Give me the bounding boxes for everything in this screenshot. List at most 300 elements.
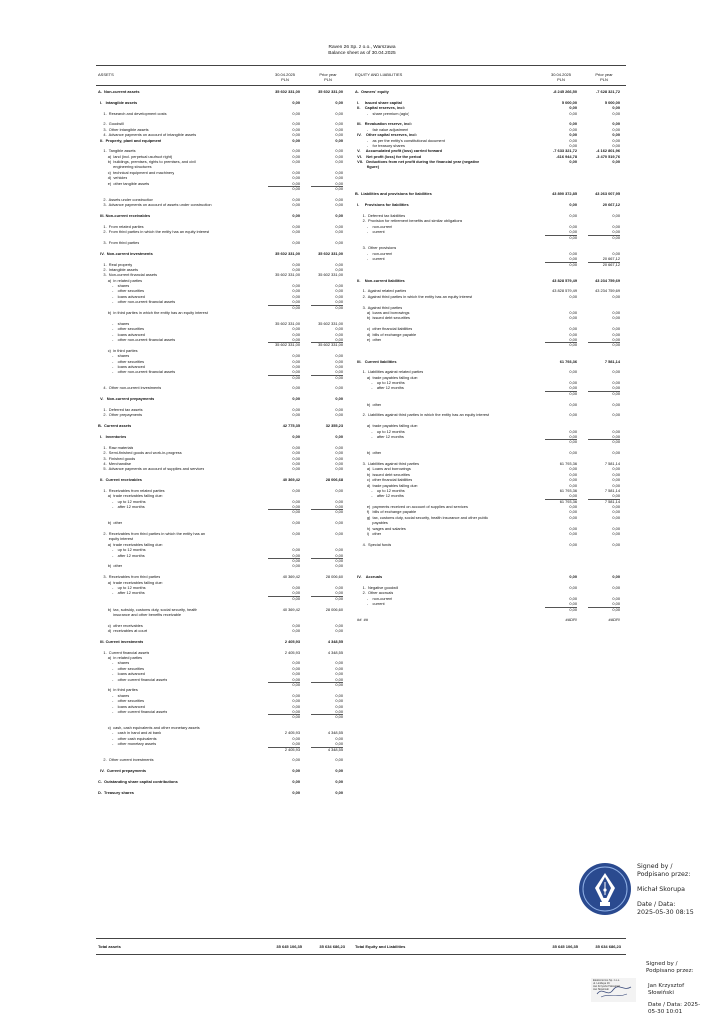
asset-current-value: 0,00 <box>292 681 300 687</box>
liability-row-label: 3. Against third parties <box>355 304 403 310</box>
asset-row-label: a) trade receivables falling due: <box>98 541 163 547</box>
liability-row-label: c) other financial liabilities <box>355 326 413 332</box>
liability-row-label: V. Accumulated profit (loss) carried forward <box>355 148 443 154</box>
asset-prior-value: 0,00 <box>335 557 343 563</box>
asset-prior-value: 0,00 <box>335 229 343 235</box>
asset-row-label: C. Outstanding share capital contributions <box>98 779 178 784</box>
asset-row-label: - other non-current financial assets <box>98 336 176 342</box>
liability-current-value: 0,00 <box>569 595 577 601</box>
total-assets-prior: 35 634 686,23 <box>319 944 345 949</box>
liability-row-label: 2. Liabilities against third parties in which the entity has an equity interest <box>355 412 490 418</box>
liability-current-value: 5 000,00 <box>561 99 577 105</box>
asset-row-label: III. Current investments <box>98 638 144 644</box>
asset-row-label: 2. Assets under construction <box>98 196 154 202</box>
liability-current-value: 0,00 <box>569 509 577 515</box>
asset-current-value: 0,00 <box>292 531 300 537</box>
sig2-line2: Podpisano przez: <box>646 968 694 975</box>
liab-prior-currency: PLN <box>600 77 608 82</box>
company-stamp <box>591 978 636 1002</box>
liability-current-value: 0,00 <box>569 428 577 434</box>
asset-current-value: 0,00 <box>292 261 300 267</box>
liability-prior-value: 0,00 <box>612 142 620 148</box>
liability-prior-value: 0,00 <box>612 126 620 132</box>
asset-current-value: 0,00 <box>292 779 300 784</box>
liability-prior-value: 43 234 759,69 <box>595 277 620 283</box>
liability-prior-value: 0,00 <box>612 584 620 590</box>
asset-row-label: 3. From third parties <box>98 239 140 245</box>
asset-prior-value: 0,00 <box>335 153 343 159</box>
liability-prior-value: 7 581,14 <box>604 498 620 504</box>
asset-current-value: 0,00 <box>292 509 300 515</box>
pen-nib-icon <box>578 862 632 916</box>
asset-current-value: 0,00 <box>292 110 300 116</box>
asset-row-label: b) other <box>98 520 123 526</box>
asset-prior-value: 0,00 <box>335 99 343 105</box>
asset-current-value: 0,00 <box>292 126 300 132</box>
liability-row-label: a) loans and borrowings <box>355 310 410 316</box>
liability-current-value: 61 793,36 <box>559 358 577 364</box>
liability-prior-value: 0,00 <box>612 121 620 127</box>
liability-row-label: 1. Deferred tax liabilities <box>355 212 406 218</box>
asset-current-value: 0,00 <box>292 331 300 337</box>
asset-prior-value: 0,00 <box>335 412 343 418</box>
asset-current-value: 0,00 <box>292 353 300 359</box>
asset-current-value: 0,00 <box>292 487 300 493</box>
signature-badge <box>578 862 632 916</box>
asset-current-value: 0,00 <box>292 99 300 105</box>
asset-row-label: - other securities <box>98 665 145 671</box>
assets-column <box>98 89 348 795</box>
liability-row-label: - non-current <box>355 250 393 256</box>
asset-prior-value: 0,00 <box>335 239 343 245</box>
liability-prior-value: 0,00 <box>612 574 620 580</box>
liability-prior-value: 0,00 <box>612 477 620 483</box>
total-assets-label: Total assets <box>98 944 121 949</box>
liability-row-label: I. Issued share capital <box>355 99 402 105</box>
asset-prior-value: 0,00 <box>335 212 343 218</box>
asset-prior-value: 0,00 <box>311 709 343 715</box>
asset-row-label: 4. Merchandise <box>98 460 132 466</box>
asset-current-value: 35 602 331,00 <box>275 250 300 256</box>
asset-prior-value: 0,00 <box>335 202 343 208</box>
asset-prior-value: 0,00 <box>335 385 343 391</box>
liability-row-label: h) wages and salaries <box>355 525 406 531</box>
asset-current-value: 0,00 <box>292 584 300 590</box>
liability-row-label: g) tax, customs duty, social security, health insurance and other public <box>355 514 489 520</box>
asset-current-value: 0,00 <box>292 498 300 504</box>
liability-prior-value: 20 667,12 <box>602 261 620 267</box>
liability-current-value: 0,00 <box>569 380 577 386</box>
asset-current-value: 0,00 <box>292 223 300 229</box>
liability-prior-value: 20 667,12 <box>602 202 620 208</box>
asset-prior-value: 35 602 331,00 <box>318 89 343 94</box>
asset-prior-value: 0,00 <box>335 444 343 450</box>
asset-row-label: II. Property, plant and equipment <box>98 137 162 143</box>
asset-prior-value: 0,00 <box>335 466 343 472</box>
asset-current-value: 0,00 <box>292 757 300 763</box>
liability-row-label: II. Capital reserves, incl: <box>355 105 405 111</box>
liability-current-value: 0,00 <box>569 121 577 127</box>
liability-prior-value: 7 581,14 <box>604 460 620 466</box>
asset-prior-value: 0,00 <box>335 363 343 369</box>
total-liab-prior: 35 634 686,23 <box>595 944 621 949</box>
asset-row-label: insurance and other benefits receivable <box>98 611 182 617</box>
asset-row-label: 1. Current financial assets <box>98 649 150 655</box>
sig2-date-label: Date / Data: 2025- <box>648 1002 701 1008</box>
asset-row-label: e) other tangible assets <box>98 180 150 186</box>
asset-prior-value: 0,00 <box>335 584 343 590</box>
asset-prior-value: 4 348,55 <box>327 746 343 752</box>
liability-prior-value: 0,00 <box>612 326 620 332</box>
asset-current-value: 0,00 <box>268 553 300 559</box>
asset-prior-value: 32 355,23 <box>325 423 343 429</box>
asset-prior-value: 0,00 <box>335 779 343 784</box>
liability-current-value: 0,00 <box>569 223 577 229</box>
liability-row-label: 1. Negative goodwill <box>355 584 399 590</box>
asset-current-value: 0,00 <box>292 412 300 418</box>
asset-current-value: 0,00 <box>292 266 300 272</box>
asset-prior-value: 0,00 <box>335 407 343 413</box>
sig1-date: 2025-05-30 08:15 <box>637 909 694 916</box>
liability-row-label: - non-current <box>355 595 393 601</box>
asset-row-label: 1. Research and development costs <box>98 110 167 116</box>
liability-current-value: 43 828 579,49 <box>552 288 577 294</box>
liabilities-column <box>355 89 625 623</box>
asset-prior-value: 28 006,60 <box>325 574 343 580</box>
liability-row-label: a) trade payables falling due: <box>355 423 418 429</box>
liability-row-label: III. Revaluation reserve, incl: <box>355 121 412 127</box>
asset-prior-value: 0,00 <box>311 553 343 559</box>
asset-row <box>98 790 348 795</box>
asset-row-label: - loans advanced <box>98 331 145 337</box>
liability-row-label: - non-current <box>355 223 393 229</box>
asset-row-label: a) trade receivables falling due: <box>98 579 163 585</box>
asset-row-label: - shares <box>98 660 130 666</box>
asset-current-value: 0,00 <box>292 595 300 601</box>
asset-current-value: 35 602 331,00 <box>275 320 300 326</box>
asset-current-value: 0,00 <box>292 132 300 138</box>
liability-current-value: 43 890 372,85 <box>552 191 577 197</box>
asset-prior-value: 0,00 <box>311 677 343 683</box>
asset-prior-value: 0,00 <box>335 266 343 272</box>
liabilities-heading: EQUITY AND LIABILITIES <box>355 72 403 77</box>
asset-prior-value: 0,00 <box>335 735 343 741</box>
liability-prior-value: 0,00 <box>612 105 620 111</box>
asset-row-label: 2. Intangible assets <box>98 266 139 272</box>
asset-current-value: 0,00 <box>292 148 300 154</box>
liability-current-value: 0,00 <box>569 477 577 483</box>
asset-prior-value: 0,00 <box>335 622 343 628</box>
asset-row-label: 1. Deferred tax assets <box>98 407 143 413</box>
asset-current-value: 2 405,93 <box>284 730 300 736</box>
asset-prior-value: 0,00 <box>335 455 343 461</box>
liability-row-label: 3. Liabilities against third parties <box>355 460 420 466</box>
asset-prior-value: 35 602 331,00 <box>318 342 343 348</box>
liability-row-label: b) issued debt securities <box>355 315 410 321</box>
liability-current-value: 0,00 <box>569 212 577 218</box>
liability-row-label: 2. Provision for retirement benefits and similar obligations <box>355 218 463 224</box>
liability-current-value: 61 793,36 <box>559 487 577 493</box>
asset-current-value: 0,00 <box>292 466 300 472</box>
asset-row-label: c) cash, cash equivalents and other monetary assets <box>98 725 200 731</box>
liability-current-value: 0,00 <box>569 439 577 445</box>
asset-prior-value: 4 348,55 <box>327 730 343 736</box>
asset-current-value: 42 775,35 <box>282 423 300 429</box>
stamp-text: Elektroriorms Sp. z o.o. ul. Lindleya 16 Jan Krzysztof Słowiński Jan Słowiński <box>593 979 621 991</box>
asset-row-label: 2. From third parties in which the entity has an equity interest <box>98 229 210 235</box>
assets-prior-currency: PLN <box>324 77 332 82</box>
asset-prior-value: 0,00 <box>335 331 343 337</box>
liability-prior-value: 0,00 <box>612 331 620 337</box>
liability-prior-value: 0,00 <box>612 509 620 515</box>
liability-row-label: a) Loans and borrowings <box>355 466 411 472</box>
asset-prior-value: 0,00 <box>335 283 343 289</box>
sig1-name: Michał Skorupa <box>637 886 685 893</box>
asset-prior-value: 0,00 <box>335 186 343 192</box>
liability-prior-value: 0,00 <box>612 482 620 488</box>
asset-current-value: 0,00 <box>292 212 300 218</box>
asset-row-label: IV. Non-current investments <box>98 250 153 256</box>
asset-row-label: B. Current assets <box>98 423 132 429</box>
asset-prior-value: 28 006,68 <box>325 477 343 483</box>
liability-prior-value: 0,00 <box>612 606 620 612</box>
asset-prior-value: 0,00 <box>335 159 343 165</box>
asset-prior-value: 4 348,55 <box>327 638 343 644</box>
asset-current-value: 0,00 <box>292 169 300 175</box>
asset-prior-value: 0,00 <box>335 450 343 456</box>
asset-current-value: 40 369,42 <box>282 574 300 580</box>
liability-prior-value: 0,00 <box>588 434 620 440</box>
asset-prior-value: 0,00 <box>335 288 343 294</box>
asset-row-label: equity interest <box>98 536 134 542</box>
asset-row-label: c) other receivables <box>98 622 143 628</box>
asset-row-label: - other securities <box>98 326 145 332</box>
asset-current-value: 0,00 <box>268 709 300 715</box>
asset-row-label: 1. Tangible assets <box>98 148 136 154</box>
signature-2-name <box>648 983 684 997</box>
asset-row-label: b) in third parties <box>98 687 138 693</box>
liability-prior-value: 5 000,00 <box>604 99 620 105</box>
liability-current-value: 0,00 <box>569 525 577 531</box>
liability-row-label: 4. Special funds <box>355 541 392 547</box>
liability-row-label: II. Non-current liabilities <box>355 277 405 283</box>
asset-prior-value: 0,00 <box>311 181 343 187</box>
asset-row-label: d) receivables at court <box>98 628 148 634</box>
asset-prior-value: 0,00 <box>335 547 343 553</box>
asset-row-label: a) in related parties <box>98 277 143 283</box>
liability-row-label: 3. Other provisions <box>355 245 397 251</box>
liability-prior-value: 0,00 <box>612 293 620 299</box>
liability-current-value: 0,00 <box>545 385 577 391</box>
liability-current-value: 0,00 <box>545 493 577 499</box>
asset-current-value: 0,00 <box>292 304 300 310</box>
asset-row-label: - loans advanced <box>98 671 145 677</box>
asset-row-label: D. Treasury shares <box>98 789 134 795</box>
liability-prior-value: 0,00 <box>612 315 620 321</box>
asset-current-value: 0,00 <box>268 369 300 375</box>
asset-prior-value: 0,00 <box>335 137 343 143</box>
assets-current-date: 30.04.2025 <box>274 72 296 77</box>
asset-prior-value: 0,00 <box>335 121 343 127</box>
asset-current-value: 0,00 <box>292 159 300 165</box>
asset-row-label: - up to 12 months <box>98 584 146 590</box>
asset-prior-value: 0,00 <box>335 671 343 677</box>
liability-current-value: 0,00 <box>569 606 577 612</box>
sig2-name1: Jan Krzysztof <box>648 983 685 989</box>
asset-current-value: 0,00 <box>292 450 300 456</box>
asset-row-label: - loans advanced <box>98 703 145 709</box>
asset-row-label: - other non-current financial assets <box>98 299 176 305</box>
bottom-rule <box>96 954 626 955</box>
liability-row-label: c) other financial liabilities <box>355 477 413 483</box>
asset-current-value: 40 369,42 <box>282 477 300 483</box>
liab-prior-label: Prior year <box>595 72 613 77</box>
asset-row-label: II. Current receivables <box>98 477 142 483</box>
asset-prior-value: 0,00 <box>335 434 343 439</box>
liability-current-value: 0,00 <box>569 482 577 488</box>
liability-current-value: 0,00 <box>569 132 577 138</box>
liability-prior-value: 0,00 <box>612 342 620 348</box>
asset-row-label: 3. Receivables from third parties <box>98 574 161 580</box>
asset-row-label: 1. From related parties <box>98 223 144 229</box>
asset-prior-value: 0,00 <box>311 590 343 596</box>
asset-prior-value: 0,00 <box>335 789 343 795</box>
asset-current-value: 0,00 <box>292 374 300 380</box>
liability-prior-value: 0,00 <box>588 601 620 607</box>
liability-current-value: 0,00 <box>569 142 577 148</box>
liability-prior-value: 0,00 <box>612 110 620 116</box>
liability-row-label: e) payments received on account of supplies and services <box>355 504 468 510</box>
asset-row-label: - other current financial assets <box>98 708 168 714</box>
signature-1 <box>637 863 694 917</box>
asset-prior-value: 0,00 <box>335 460 343 466</box>
liability-prior-value: 0,00 <box>612 132 620 138</box>
asset-prior-value: 0,00 <box>335 520 343 526</box>
liability-row-label: b) other <box>355 450 382 456</box>
asset-prior-value: 0,00 <box>335 374 343 380</box>
asset-current-value: 0,00 <box>268 181 300 187</box>
asset-current-value: 0,00 <box>292 326 300 332</box>
asset-prior-value: 0,00 <box>311 369 343 375</box>
asset-prior-value: 0,00 <box>311 299 343 305</box>
asset-row-label: 1. Receivables from related parties <box>98 487 165 493</box>
liability-current-value: 0,00 <box>569 471 577 477</box>
liability-row-label: VI. Net profit (loss) for the period <box>355 153 422 159</box>
sig1-line1: Signed by / <box>637 863 673 870</box>
asset-prior-value: 0,00 <box>335 703 343 709</box>
asset-row-label: 4. Advance payments on account of intangible assets <box>98 132 197 138</box>
asset-current-value: 0,00 <box>292 703 300 709</box>
asset-prior-value: 0,00 <box>335 714 343 720</box>
asset-row-label: a) land (incl. perpetual usufruct right) <box>98 153 173 159</box>
asset-current-value: 0,00 <box>292 455 300 461</box>
asset-row-label: 4. Other non-current investments <box>98 385 162 391</box>
liability-current-value: 0,00 <box>545 229 577 235</box>
liability-row-label: - current <box>355 256 385 262</box>
liability-row-label: - after 12 months <box>355 434 404 439</box>
liability-prior-value: 0,00 <box>612 541 620 547</box>
liability-current-value: 0,00 <box>569 137 577 143</box>
assets-current-currency: PLN <box>281 77 289 82</box>
asset-row-label: b) other <box>98 563 123 569</box>
liability-row-label: IV. Other capital reserves, incl: <box>355 132 417 138</box>
liability-current-value: 0,00 <box>569 412 577 418</box>
liability-prior-value: 0,00 <box>588 493 620 499</box>
liability-current-value: 0,00 <box>569 342 577 348</box>
asset-row-label: 3. Advance payments on account of assets under construction <box>98 202 212 208</box>
asset-prior-value: 0,00 <box>335 293 343 299</box>
liability-row-label: i) other <box>355 531 382 537</box>
asset-current-value: 0,00 <box>292 396 300 402</box>
asset-current-value: 40 369,42 <box>282 606 300 612</box>
liability-row-label: - current <box>355 601 385 607</box>
liability-row-label: e) other <box>355 336 382 342</box>
asset-current-value: 0,00 <box>292 622 300 628</box>
liability-current-value: 0,00 <box>569 105 577 111</box>
asset-current-value: 0,00 <box>268 337 300 343</box>
asset-prior-value: 0,00 <box>335 681 343 687</box>
liability-current-value: 61 793,36 <box>559 460 577 466</box>
liability-prior-value: 0,00 <box>612 531 620 537</box>
asset-prior-value: 0,00 <box>335 196 343 202</box>
liability-row-label: b) issued debt securities <box>355 471 410 477</box>
liability-row <box>355 617 625 622</box>
asset-current-value: 0,00 <box>292 665 300 671</box>
liability-prior-value: 0,00 <box>612 504 620 510</box>
asset-prior-value: 0,00 <box>335 132 343 138</box>
asset-row-label: a) trade receivables falling due: <box>98 493 163 499</box>
liability-row-label: 2. Other accruals <box>355 590 394 596</box>
asset-current-value: 2 405,93 <box>284 746 300 752</box>
asset-row-label: - other current financial assets <box>98 676 168 682</box>
liability-row-label: B. Liabilities and provisions for liabilities <box>355 191 432 197</box>
asset-current-value: 0,00 <box>292 363 300 369</box>
total-liab-label: Total Equity and Liabilities <box>355 944 406 949</box>
assets-heading: ASSETS <box>98 72 114 77</box>
liability-current-value: 0,00 <box>569 504 577 510</box>
liability-current-value: 0,00 <box>545 337 577 343</box>
sig2-line1: Signed by / <box>646 961 678 967</box>
liability-prior-value: 0,00 <box>612 137 620 143</box>
liability-current-value: 0,00 <box>569 541 577 547</box>
asset-prior-value: 0,00 <box>335 487 343 493</box>
asset-current-value: 35 602 331,00 <box>275 272 300 278</box>
liability-row-label: VII. Deductions from net profit during the financial year (negative <box>355 159 480 165</box>
liability-current-value: 0,00 <box>569 584 577 590</box>
liability-row-label: - up to 12 months <box>355 487 405 493</box>
asset-prior-value: 35 602 331,00 <box>318 250 343 256</box>
asset-current-value: 0,00 <box>292 137 300 143</box>
asset-row-label: - up to 12 months <box>98 547 146 553</box>
asset-prior-value: 0,00 <box>335 223 343 229</box>
asset-prior-value: 0,00 <box>335 353 343 359</box>
liability-row-label: d) trade payables falling due: <box>355 482 418 488</box>
liability-row-label: figure) <box>355 164 379 170</box>
liability-current-value: 0,00 <box>569 574 577 580</box>
liability-prior-value: 7 581,14 <box>604 487 620 493</box>
liability-row-label: - current <box>355 229 385 235</box>
asset-prior-value: 0,00 <box>335 498 343 504</box>
liability-prior-value: -3 470 519,76 <box>595 153 620 159</box>
company-name: Raven 26 Sp. z o.o., Warszawa <box>328 45 396 50</box>
liability-row-label: I. Provisions for liabilities <box>355 202 409 208</box>
asset-current-value: 0,00 <box>292 283 300 289</box>
signature-2-header <box>646 961 693 975</box>
asset-prior-value: 0,00 <box>335 169 343 175</box>
asset-current-value: 0,00 <box>292 358 300 364</box>
asset-row-label: I. Intangible assets <box>98 99 138 105</box>
liability-current-value: 0,00 <box>545 256 577 262</box>
